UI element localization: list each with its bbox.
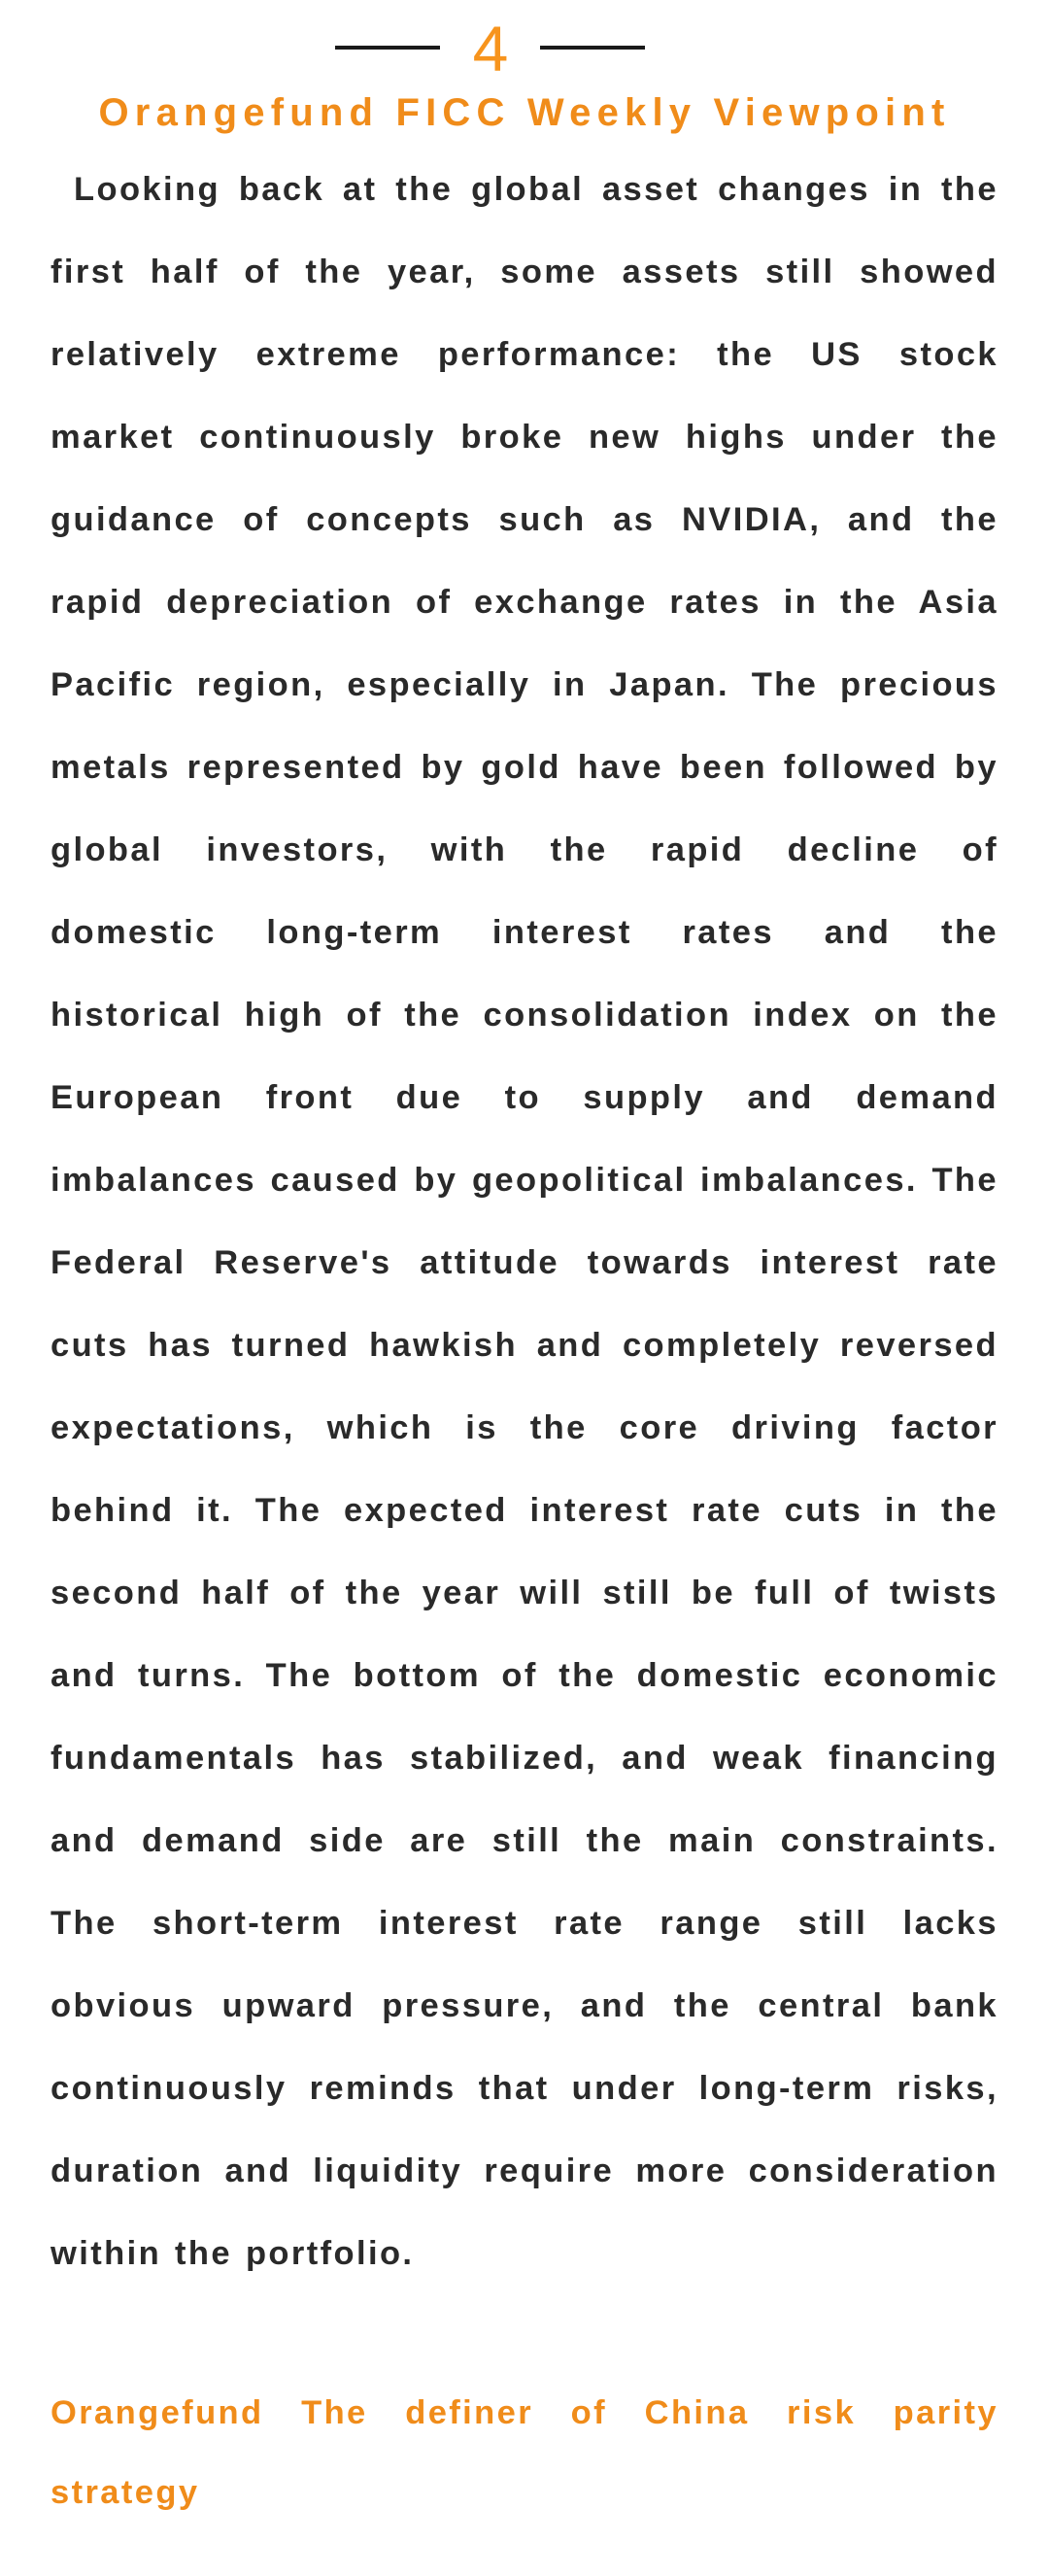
article-body: Looking back at the global asset changes in the first half of the year, some assets still showed relatively extreme performance: the US stock market continuously broke new highs under the guidance of concepts such as NVIDIA, and the rapid depreciation of exchange rates in the Asia Pacific region, especially in Japan. The precious metals represented by gold have been followed by global investors, with the rapid decline of domestic long-term interest rates and the historical high of the consolidation index on the European front due to supply and demand imbalances caused by geopolitical imbalances. The Federal Reserve's attitude towards interest rate cuts has turned hawkish and completely reversed expectations, which is the core driving factor behind it. The expected interest rate cuts in the second half of the year will still be full of twists and turns. The bottom of the domestic economic fundamentals has stabilized, and weak financing and demand side are still the main constraints. The short-term interest rate range still lacks obvious upward pressure, and the central bank continuously reminds that under long-term risks, duration and liquidity require more consideration within the portfolio.: [51, 171, 998, 2272]
section-header: [0, 10, 1049, 87]
header-rule-left: [335, 46, 440, 50]
section-number: 4: [472, 13, 509, 85]
section-title: Orangefund FICC Weekly Viewpoint: [98, 91, 951, 134]
footer-tagline: Orangefund The definer of China risk parity strategy: [51, 2394, 998, 2511]
header-rule-right: [540, 46, 645, 50]
